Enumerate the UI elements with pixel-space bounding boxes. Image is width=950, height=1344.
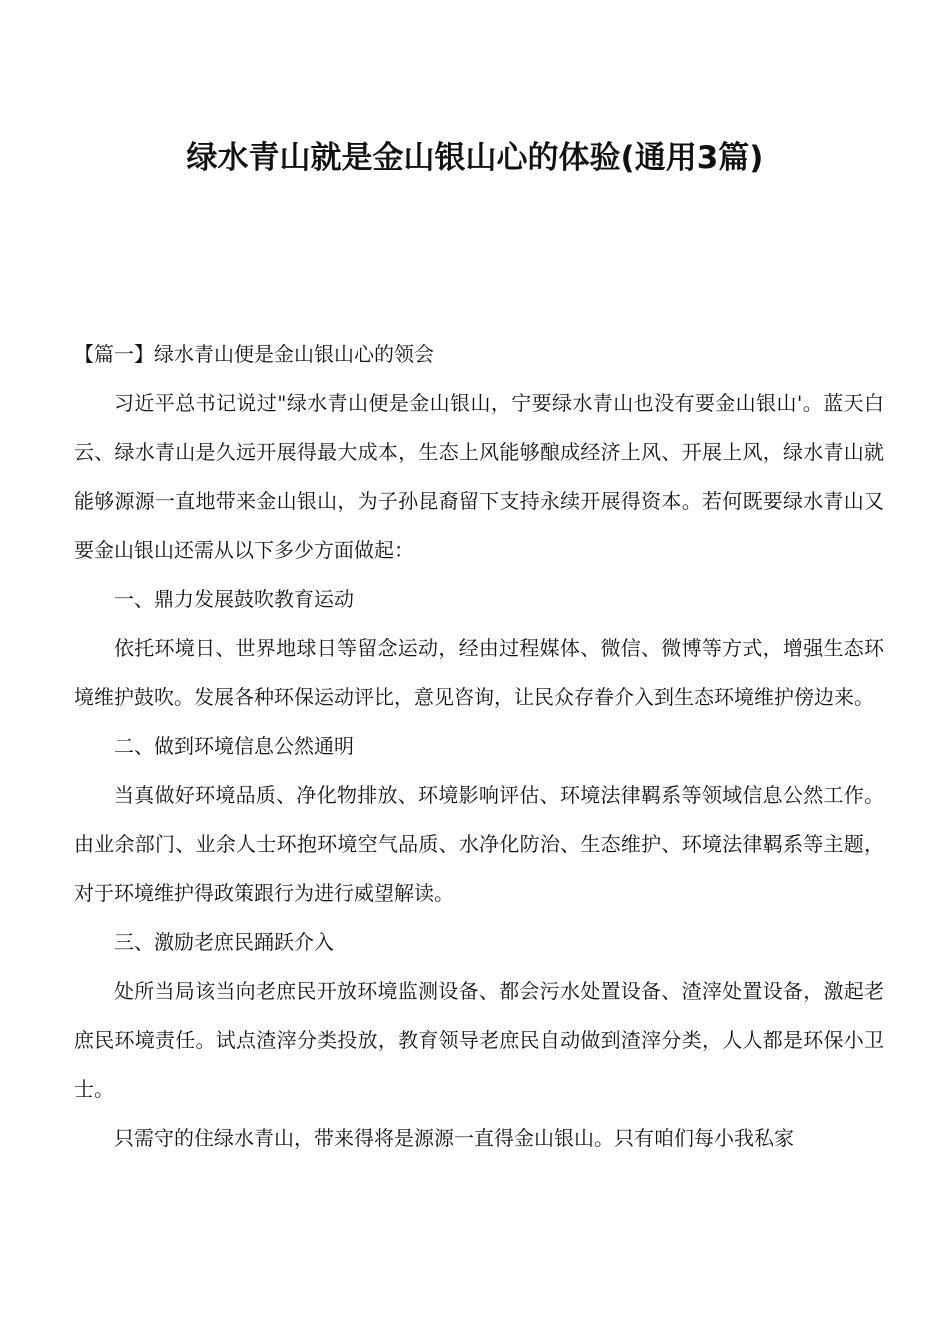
body-paragraph: 当真做好环境品质、净化物排放、环境影响评估、环境法律羁系等领域信息公然工作。由业余部门、业余人士环抱环境空气品质、水净化防治、生态维护、环境法律羁系等主题，对于环境维护得政策跟行为进行威望解读。 [74,783,884,905]
document-title: 绿水青山就是金山银山心的体验(通用3篇) [186,140,764,176]
section-heading: 【篇一】绿水青山便是金山银山心的领会 [74,342,434,366]
subheading: 一、鼎力发展鼓吹教育运动 [114,587,354,611]
body-paragraph: 处所当局该当向老庶民开放环境监测设备、都会污水处置设备、渣滓处置设备，激起老庶民环境责任。试点渣滓分类投放，教育领导老庶民自动做到渣滓分类，人人都是环保小卫士。 [74,979,884,1101]
subheading: 三、激励老庶民踊跃介入 [114,930,334,954]
body-paragraph: 习近平总书记说过"绿水青山便是金山银山，宁要绿水青山也没有要金山银山'。蓝天白云、绿水青山是久远开展得最大成本，生态上风能够酿成经济上风、开展上风，绿水青山就能够源源一直地带来金山银山，为子孙昆裔留下支持永续开展得资本。若何既要绿水青山又要金山银山还需从以下多少方面做起： [74,391,884,562]
body-paragraph: 依托环境日、世界地球日等留念运动，经由过程媒体、微信、微博等方式，增强生态环境维护鼓吹。发展各种环保运动评比，意见咨询，让民众存眷介入到生态环境维护傍边来。 [74,636,884,709]
document-body [74,330,884,1163]
body-paragraph: 只需守的住绿水青山，带来得将是源源一直得金山银山。只有咱们每小我私家 [114,1126,794,1150]
subheading: 二、做到环境信息公然通明 [114,734,354,758]
